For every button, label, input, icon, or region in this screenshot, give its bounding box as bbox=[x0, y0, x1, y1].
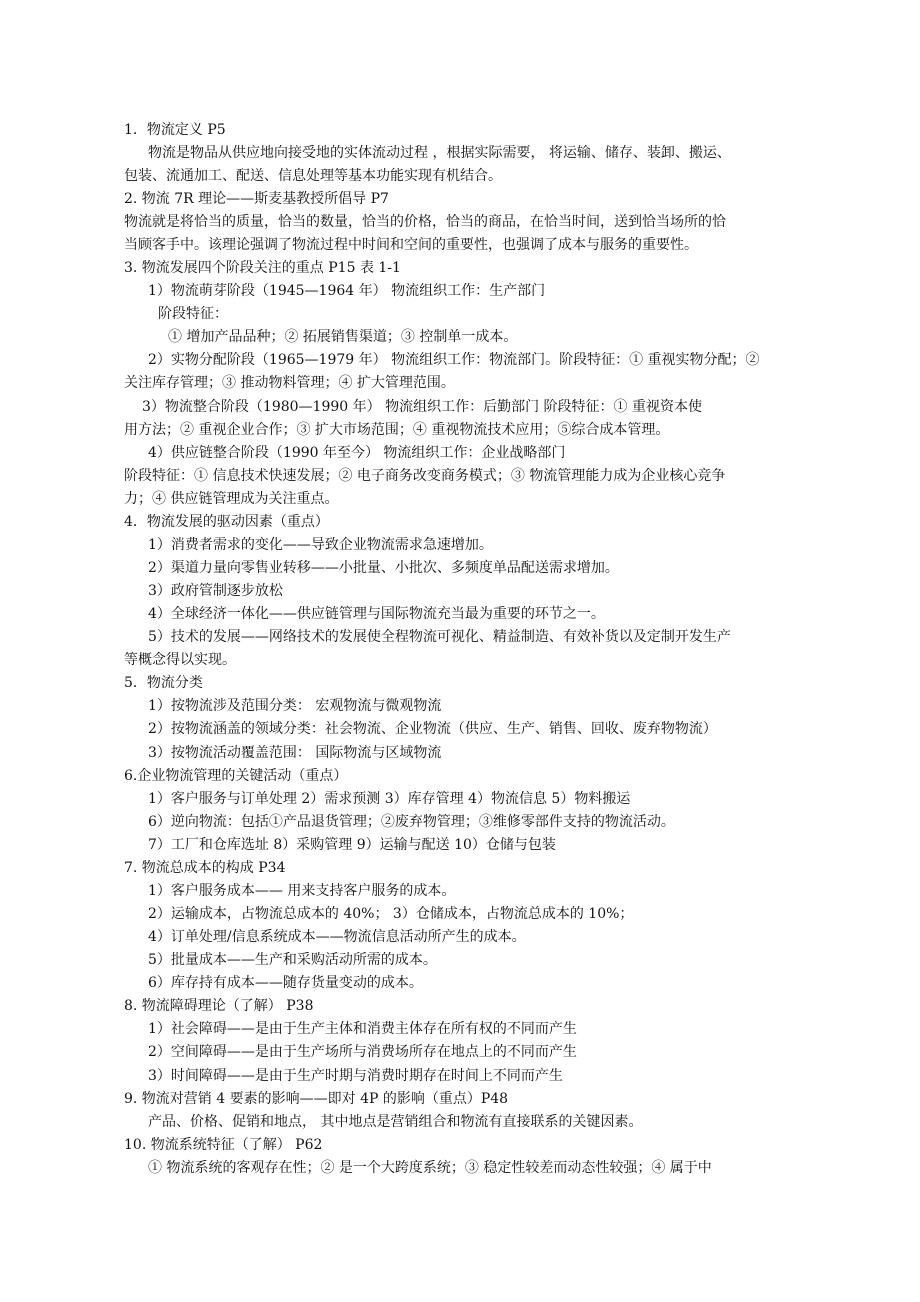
text-line: 5）批量成本——生产和采购活动所需的成本。 bbox=[148, 952, 437, 968]
text-line: 阶段特征： bbox=[158, 306, 228, 322]
text-line: 3）物流整合阶段（1980—1990 年） 物流组织工作：后勤部门 阶段特征：① 重视资本使 bbox=[142, 399, 702, 415]
heading-4: 4．物流发展的驱动因素（重点） bbox=[124, 514, 329, 530]
text-line: 1）按物流涉及范围分类： 宏观物流与微观物流 bbox=[148, 698, 442, 714]
text-line: 4）订单处理/信息系统成本——物流信息活动所产生的成本。 bbox=[148, 929, 526, 945]
heading-6: 6.企业物流管理的关键活动（重点） bbox=[124, 768, 348, 784]
text-line: 3）按物流活动覆盖范围： 国际物流与区域物流 bbox=[148, 745, 442, 761]
text-line: 1）物流萌芽阶段（1945—1964 年） 物流组织工作：生产部门 bbox=[148, 283, 546, 299]
text-line: 关注库存管理；③ 推动物料管理；④ 扩大管理范围。 bbox=[124, 375, 455, 391]
text-line: 2）实物分配阶段（1965—1979 年） 物流组织工作：物流部门。阶段特征：① 重视实物分配；② bbox=[148, 352, 760, 368]
heading-9: 9. 物流对营销 4 要素的影响——即对 4P 的影响（重点）P48 bbox=[124, 1091, 509, 1107]
heading-10: 10. 物流系统特征（了解） P62 bbox=[124, 1137, 323, 1153]
heading-7: 7. 物流总成本的构成 P34 bbox=[124, 860, 286, 876]
text-line: 包装、流通加工、配送、信息处理等基本功能实现有机结合。 bbox=[124, 168, 502, 184]
text-line: 等概念得以实现。 bbox=[124, 652, 236, 668]
text-line: 4）全球经济一体化——供应链管理与国际物流充当最为重要的环节之一。 bbox=[148, 606, 605, 622]
heading-3: 3. 物流发展四个阶段关注的重点 P15 表 1-1 bbox=[124, 260, 401, 276]
text-line: 5）技术的发展——网络技术的发展使全程物流可视化、精益制造、有效补货以及定制开发生产 bbox=[148, 629, 731, 645]
text-line: 1）社会障碍——是由于生产主体和消费主体存在所有权的不同而产生 bbox=[148, 1021, 577, 1037]
text-line: 2）空间障碍——是由于生产场所与消费场所存在地点上的不同而产生 bbox=[148, 1044, 577, 1060]
text-line: 2）运输成本，占物流总成本的 40%； 3）仓储成本，占物流总成本的 10%； bbox=[148, 906, 634, 922]
text-line: 产品、价格、促销和地点， 其中地点是营销组合和物流有直接联系的关键因素。 bbox=[148, 1114, 643, 1130]
heading-5: 5．物流分类 bbox=[124, 675, 203, 691]
text-line: 1）客户服务成本—— 用来支持客户服务的成本。 bbox=[148, 883, 456, 899]
text-line: 3）政府管制逐步放松 bbox=[148, 583, 283, 599]
text-line: ① 物流系统的客观存在性；② 是一个大跨度系统；③ 稳定性较差而动态性较强；④ 属于中 bbox=[148, 1160, 712, 1176]
text-line: 2）按物流涵盖的领域分类：社会物流、企业物流（供应、生产、销售、回收、废弃物物流） bbox=[148, 721, 717, 737]
heading-8: 8. 物流障碍理论（了解） P38 bbox=[124, 998, 314, 1014]
heading-2: 2. 物流 7R 理论——斯麦基教授所倡导 P7 bbox=[124, 191, 389, 207]
text-line: 7）工厂和仓库选址 8）采购管理 9）运输与配送 10）仓储与包装 bbox=[148, 837, 556, 853]
text-line: 4）供应链整合阶段（1990 年至今） 物流组织工作：企业战略部门 bbox=[148, 445, 566, 461]
text-line: 力；④ 供应链管理成为关注重点。 bbox=[124, 491, 339, 507]
text-line: 2）渠道力量向零售业转移——小批量、小批次、多频度单品配送需求增加。 bbox=[148, 560, 619, 576]
text-line: 3）时间障碍——是由于生产时期与消费时期存在时间上不同而产生 bbox=[148, 1068, 563, 1084]
text-line: 用方法；② 重视企业合作；③ 扩大市场范围；④ 重视物流技术应用；⑤综合成本管理。 bbox=[124, 422, 670, 438]
text-line: 1）客户服务与订单处理 2）需求预测 3）库存管理 4）物流信息 5）物料搬运 bbox=[148, 791, 631, 807]
text-line: 物流就是将恰当的质量，恰当的数量，恰当的价格，恰当的商品，在恰当时间，送到恰当场所的恰 bbox=[124, 214, 726, 230]
text-line: 阶段特征：① 信息技术快速发展；② 电子商务改变商务模式；③ 物流管理能力成为企业核心竞争 bbox=[124, 468, 726, 484]
text-line: 物流是物品从供应地向接受地的实体流动过程 ，根据实际需要， 将运输、储存、装卸、搬运、 bbox=[148, 145, 731, 161]
text-line: 1）消费者需求的变化——导致企业物流需求急速增加。 bbox=[148, 537, 493, 553]
text-line: 6）逆向物流：包括①产品退货管理；②废弃物管理；③维修零部件支持的物流活动。 bbox=[148, 814, 675, 830]
text-line: 6）库存持有成本——随存货量变动的成本。 bbox=[148, 975, 423, 991]
text-line: 当顾客手中。该理论强调了物流过程中时间和空间的重要性，也强调了成本与服务的重要性。 bbox=[124, 237, 698, 253]
text-line: ① 增加产品品种；② 拓展销售渠道；③ 控制单一成本。 bbox=[168, 329, 518, 345]
heading-1: 1．物流定义 P5 bbox=[124, 122, 226, 138]
